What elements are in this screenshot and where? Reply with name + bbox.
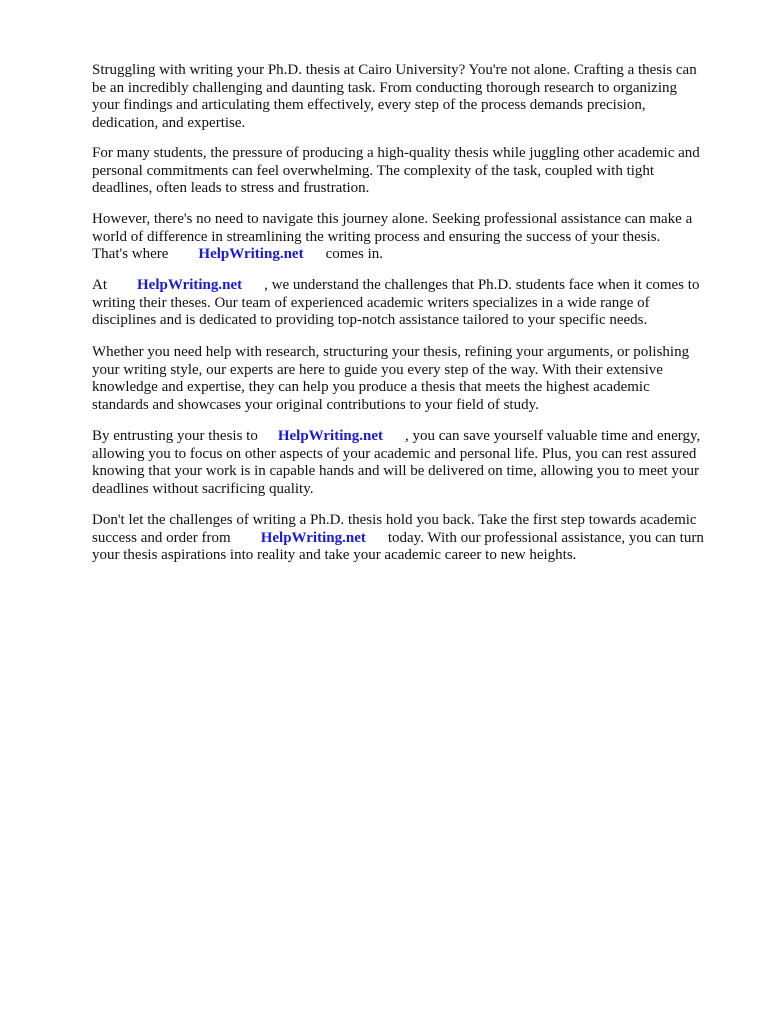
text-line: be an incredibly challenging and daunting task. From conducting thorough research to organizing <box>92 79 677 96</box>
text-fragment: At <box>92 277 107 293</box>
helpwriting-link[interactable]: HelpWriting.net <box>260 529 366 546</box>
text-fragment: , we understand the challenges that Ph.D. students face when it comes to <box>264 277 700 293</box>
text-line: personal commitments can feel overwhelming. The complexity of the task, coupled with tight <box>92 162 655 179</box>
text-fragment: today. With our professional assistance, you can turn <box>387 529 704 546</box>
text-line: world of difference in streamlining the writing process and ensuring the success of your thesis. <box>92 228 661 245</box>
text-fragment: success and order from <box>92 529 231 546</box>
text-line: However, there's no need to navigate this journey alone. Seeking professional assistance can make a <box>92 211 693 227</box>
text-line-with-link <box>92 428 700 446</box>
text-line: standards and showcases your original contributions to your field of study. <box>92 396 539 413</box>
text-fragment: That's where <box>92 246 169 262</box>
text-line: disciplines and is dedicated to providing top-notch assistance tailored to your specific needs. <box>92 312 648 328</box>
text-line: Struggling with writing your Ph.D. thesis at Cairo University? You're not alone. Crafting a thesis can <box>92 62 697 78</box>
text-line-with-link <box>92 246 692 264</box>
text-line: Whether you need help with research, structuring your thesis, refining your arguments, or polishing <box>92 344 690 360</box>
paragraph-assistance <box>92 211 692 264</box>
text-line: deadlines, often leads to stress and frustration. <box>92 180 370 196</box>
text-line: Don't let the challenges of writing a Ph.D. thesis hold you back. Take the first step towards academic <box>92 512 697 528</box>
paragraph-intro <box>92 62 697 132</box>
text-line: knowledge and expertise, they can help you produce a thesis that meets the highest academic <box>92 379 650 395</box>
paragraph-entrust <box>92 428 700 498</box>
paragraph-about <box>92 277 699 330</box>
text-fragment: , you can save yourself valuable time and energy, <box>404 428 701 444</box>
text-line: your writing style, our experts are here to guide you every step of the way. With their extensive <box>92 361 663 378</box>
text-fragment: By entrusting your thesis to <box>92 428 258 444</box>
text-line: dedication, and expertise. <box>92 114 246 131</box>
text-line-with-link <box>92 277 699 295</box>
helpwriting-link[interactable]: HelpWriting.net <box>277 428 383 444</box>
paragraph-pressure <box>92 145 700 198</box>
text-line: knowing that your work is in capable hands and will be delivered on time, allowing you to meet your <box>92 463 699 479</box>
text-line: writing their theses. Our team of experienced academic writers specializes in a wide range of <box>92 294 650 311</box>
text-line: your findings and articulating them effectively, every step of the process demands precision, <box>92 97 646 113</box>
helpwriting-link[interactable]: HelpWriting.net <box>137 277 243 293</box>
paragraph-experts <box>92 344 689 414</box>
text-line: deadlines without sacrificing quality. <box>92 480 314 497</box>
paragraph-closing <box>92 512 704 565</box>
text-line-with-link <box>92 530 704 548</box>
helpwriting-link[interactable]: HelpWriting.net <box>198 246 304 262</box>
text-line: your thesis aspirations into reality and take your academic career to new heights. <box>92 547 577 563</box>
text-fragment: comes in. <box>325 246 384 262</box>
text-line: For many students, the pressure of producing a high-quality thesis while juggling other academic and <box>92 145 700 161</box>
text-line: allowing you to focus on other aspects of your academic and personal life. Plus, you can rest assured <box>92 445 697 462</box>
